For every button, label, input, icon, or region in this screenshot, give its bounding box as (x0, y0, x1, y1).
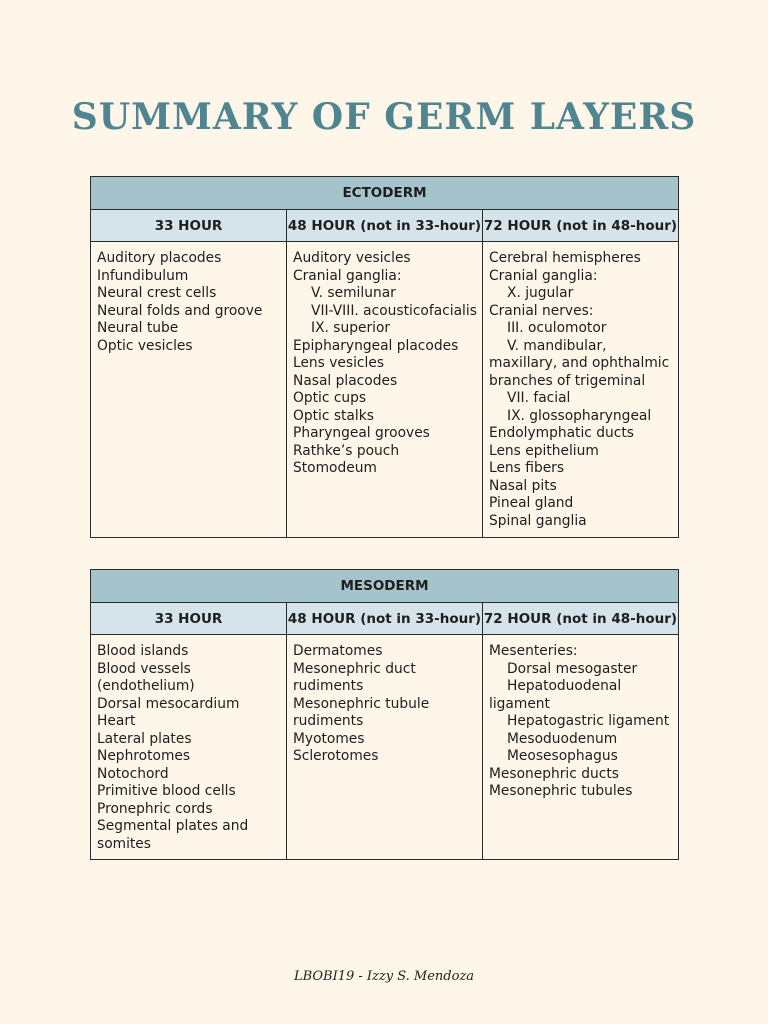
list-item: Blood vessels (endothelium) (97, 660, 195, 694)
list-item: Optic stalks (293, 407, 374, 424)
list-item: Lens fibers (489, 460, 565, 476)
list-item: Hepatoduodenal ligament (489, 678, 622, 712)
list-item: Mesonephric duct rudiments (293, 660, 416, 694)
list-item: Pineal gland (489, 495, 574, 511)
column-header-72-hour: 72 HOUR (not in 48-hour) (483, 210, 679, 242)
footer-credit: LBOBI19 - Izzy S. Mendoza (293, 969, 475, 984)
list-item: Dermatomes (293, 643, 383, 659)
list-item: Cerebral hemispheres (489, 250, 641, 266)
list-item: Rathke’s pouch (293, 442, 400, 459)
list-item: Mesonephric tubules (489, 783, 633, 799)
list-item: Spinal ganglia (489, 512, 587, 529)
list-item: Mesonephric tubule rudiments (293, 695, 430, 729)
list-item: Mesoduodenum (507, 730, 618, 747)
list-item: Dorsal mesocardium (97, 695, 240, 712)
list-item: Auditory vesicles (293, 250, 411, 266)
list-item: Cranial ganglia: (293, 267, 402, 284)
list-item: Meosesophagus (507, 748, 618, 764)
cell-48-hour (287, 242, 483, 538)
list-item: V. semilunar (311, 285, 396, 301)
list-item: Primitive blood cells (97, 783, 236, 799)
list-item: Sclerotomes (293, 748, 379, 764)
list-item: Nephrotomes (97, 748, 191, 764)
cell-72-hour (483, 635, 679, 860)
list-item: Lateral plates (97, 730, 192, 747)
cell-48-hour (287, 635, 483, 860)
list-item: Epipharyngeal placodes (293, 337, 459, 354)
layer-header: ECTODERM (91, 177, 679, 210)
list-item: III. oculomotor (507, 320, 607, 336)
list-item: Hepatogastric ligament (507, 713, 670, 729)
list-item: Cranial nerves: (489, 302, 594, 319)
list-item: IX. superior (311, 320, 391, 336)
list-item: V. mandibular, maxillary, and ophthalmic branches of trigeminal (489, 337, 670, 389)
list-item: Cranial ganglia: (489, 267, 598, 284)
cell-72-hour (483, 242, 679, 538)
list-item: Nasal placodes (293, 372, 398, 389)
list-item: Notochord (97, 765, 169, 782)
list-item: Endolymphatic ducts (489, 425, 634, 441)
column-header-33-hour: 33 HOUR (91, 210, 287, 242)
list-item: IX. glossopharyngeal (507, 407, 652, 424)
column-header-33-hour: 33 HOUR (91, 603, 287, 635)
list-item: Auditory placodes (97, 250, 222, 266)
mesoderm-table (90, 569, 679, 860)
list-item: Infundibulum (97, 267, 189, 284)
list-item: Neural folds and groove (97, 302, 263, 319)
list-item: Mesonephric ducts (489, 765, 619, 782)
list-item: Optic vesicles (97, 337, 193, 354)
list-item: Stomodeum (293, 460, 377, 476)
list-item: Blood islands (97, 643, 189, 659)
cell-33-hour (91, 242, 287, 538)
list-item: Heart (97, 713, 136, 729)
list-item: Optic cups (293, 390, 367, 406)
list-item: Dorsal mesogaster (507, 660, 638, 677)
list-item: Pronephric cords (97, 800, 213, 817)
list-item: VII. facial (507, 390, 571, 406)
list-item: Nasal pits (489, 477, 557, 494)
list-item: Neural crest cells (97, 285, 217, 301)
column-header-48-hour: 48 HOUR (not in 33-hour) (287, 210, 483, 242)
list-item: X. jugular (507, 285, 574, 301)
list-item: Lens epithelium (489, 442, 599, 459)
column-header-48-hour: 48 HOUR (not in 33-hour) (287, 603, 483, 635)
list-item: Lens vesicles (293, 355, 385, 371)
list-item: Neural tube (97, 320, 179, 336)
list-item: VII-VIII. acousticofacialis (311, 302, 477, 319)
list-item: Pharyngeal grooves (293, 425, 430, 441)
list-item: Myotomes (293, 730, 365, 747)
layer-header: MESODERM (91, 570, 679, 603)
list-item: Mesenteries: (489, 643, 578, 659)
cell-33-hour (91, 635, 287, 860)
column-header-72-hour: 72 HOUR (not in 48-hour) (483, 603, 679, 635)
page-title: SUMMARY OF GERM LAYERS (71, 96, 697, 138)
ectoderm-table (90, 176, 679, 538)
list-item: Segmental plates and somites (97, 818, 249, 852)
